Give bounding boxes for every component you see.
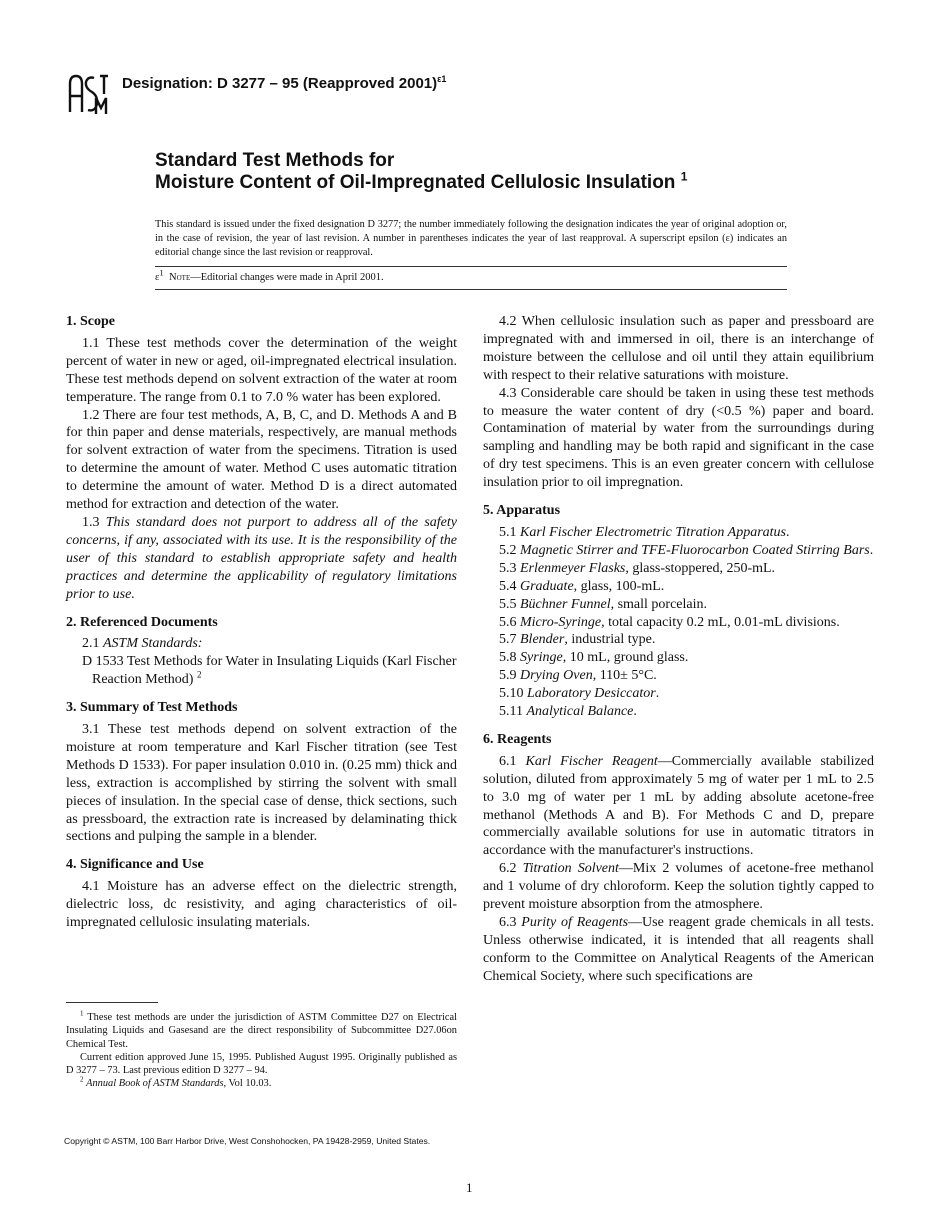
notice-divider-bottom [155, 289, 787, 290]
paragraph-3-1: 3.1 These test methods depend on solvent extraction of the moisture at room temperature and Karl Fischer titration (see Test Methods D 1533). For paper insulation 0.010 in. (0.25 mm) thick and less, extraction is accomplished by stirring the solvent with small pieces of insulation. In the special case of dense, thick sections, such as pressboard, the extraction rate is increased by delaminating thick sections and pulping the sample in a blender. [66, 722, 457, 845]
footnote-mark: 1 [80, 1009, 84, 1018]
standard-notice: This standard is issued under the fixed designation D 3277; the number immediately following the designation indicates the year of original adoption or, in the case of revision, the year of last revision. A number in parentheses indicates the year of last reapproval. A superscript epsilon (ε) indicates an editorial change since the last revision or reapproval. [155, 219, 787, 258]
epsilon-sup: 1 [159, 267, 164, 278]
apparatus-name: Analytical Balance [526, 704, 634, 720]
apparatus-detail: , industrial type. [564, 632, 656, 648]
para-num: 5.8 [499, 650, 520, 666]
apparatus-detail: . [633, 704, 637, 720]
designation [122, 75, 446, 92]
apparatus-detail: . [786, 524, 790, 540]
apparatus-detail: , 10 mL, ground glass. [562, 650, 689, 666]
section-heading: 1. Scope [66, 314, 115, 329]
apparatus-name: Blender [520, 632, 565, 648]
apparatus-item [483, 685, 874, 703]
apparatus-detail: . [655, 686, 660, 702]
notice-divider-top [155, 266, 787, 267]
apparatus-item [483, 524, 874, 542]
apparatus-name: Micro-Syringe [520, 614, 602, 630]
apparatus-detail: , glass, 100-mL. [573, 578, 665, 594]
footnote-2 [66, 1077, 457, 1090]
reagent-name: Titration Solvent [522, 861, 619, 877]
apparatus-detail: , total capacity 0.2 mL, 0.01-mL divisions. [601, 614, 840, 630]
apparatus-item [483, 667, 874, 685]
footnote-text: , Vol 10.03. [223, 1078, 272, 1090]
apparatus-name: Syringe [520, 650, 563, 666]
apparatus-list [483, 524, 874, 721]
apparatus-name: Büchner Funnel [520, 596, 611, 612]
apparatus-name: Laboratory Desiccator [527, 686, 656, 702]
footnotes [66, 1011, 457, 1091]
page-number: 1 [466, 1180, 473, 1195]
reference-item [66, 653, 457, 689]
paragraph-1-1: 1.1 These test methods cover the determination of the weight percent of water in new or aged, oil-impregnated electrical insulation. These test methods depend on solvent extraction of the water at room temperature. The range from 0.1 to 7.0 % water has been explored. [66, 335, 457, 405]
apparatus-item [483, 631, 874, 649]
apparatus-name: Drying Oven [520, 668, 593, 684]
apparatus-item [483, 703, 874, 721]
footnote-mark: 2 [80, 1076, 84, 1085]
title-line-2 [155, 169, 688, 194]
apparatus-item [483, 596, 874, 614]
paragraph-6-2 [483, 860, 874, 914]
apparatus-name: Graduate [520, 578, 574, 594]
apparatus-item [483, 649, 874, 667]
right-column [483, 313, 874, 986]
apparatus-item [483, 560, 874, 578]
footnote-1 [66, 1011, 457, 1051]
footnote-divider [66, 1002, 158, 1003]
title-footnote-ref: 1 [680, 169, 688, 184]
apparatus-detail: , glass-stoppered, 250-mL. [625, 560, 776, 576]
spacer [66, 604, 457, 614]
spacer [483, 721, 874, 731]
safety-statement: This standard does not purport to address all of the safety concerns, if any, associated with its use. It is the responsibility of the user of this standard to establish appropriate safety and health practices and determine the applicability of regulatory limitations prior to use. [66, 514, 457, 602]
paragraph-4-1: 4.1 Moisture has an adverse effect on the dielectric strength, dielectric loss, dc resistivity, and aging characteristics of oil-impregnated cellulosic insulating materials. [66, 879, 457, 931]
footnote-italic: Annual Book of ASTM Standards [86, 1078, 224, 1090]
para-num: 2.1 [82, 636, 103, 652]
left-column [66, 313, 457, 932]
section-heading: 4. Significance and Use [66, 857, 204, 873]
page-title [155, 150, 687, 194]
reference-sup: 2 [196, 669, 202, 680]
para-num: 5.9 [499, 668, 520, 684]
paragraph-4-3: 4.3 Considerable care should be taken in using these test methods to measure the water content of dry (<0.5 %) paper and board. Contamination of material by water from the surroundings during sampling and handling may be both rapid and significant in the case of dry test specimens. This is an even greater concern with cellulose insulation prior to oil impregnation. [483, 385, 874, 491]
apparatus-detail: , 110± 5°C. [592, 668, 657, 684]
para-num: 5.7 [499, 632, 520, 648]
reagent-name: Purity of Reagents [521, 915, 629, 930]
para-num: 5.5 [499, 596, 520, 612]
para-num: 5.6 [499, 614, 520, 630]
paragraph-1-3 [66, 514, 457, 604]
spacer [66, 689, 457, 699]
para-num: 5.1 [499, 524, 520, 540]
section-heading: 5. Apparatus [483, 503, 561, 519]
para-num: 5.10 [499, 686, 527, 702]
apparatus-item [483, 542, 874, 560]
para-num: 1.3 [82, 514, 106, 530]
footnote-1b: Current edition approved June 15, 1995. Published August 1995. Originally published as D 3277 – 73. Last previous edition D 3277 – 94. [66, 1051, 457, 1077]
apparatus-name: Magnetic Stirrer and TFE-Fluorocarbon Coated Stirring Bars [520, 542, 870, 558]
paragraph-2-1 [66, 635, 457, 653]
apparatus-name: Erlenmeyer Flasks [520, 560, 626, 576]
title-line-2-text: Moisture Content of Oil-Impregnated Cellulosic Insulation [155, 172, 676, 193]
epsilon-mark: ε [155, 272, 160, 283]
note-label: Note [169, 272, 191, 283]
spacer [483, 492, 874, 502]
reagent-name: Karl Fischer Reagent [525, 753, 658, 769]
designation-text: Designation: D 3277 – 95 (Reapproved 2001) [122, 75, 438, 92]
paragraph-6-1 [483, 753, 874, 860]
para-num: 5.3 [499, 560, 520, 576]
designation-sup: ε1 [437, 74, 447, 84]
para-num: 5.2 [499, 542, 520, 558]
para-italic: ASTM Standards: [103, 636, 203, 652]
title-line-1: Standard Test Methods for [155, 150, 395, 171]
section-heading: 2. Referenced Documents [66, 614, 218, 630]
apparatus-detail: , small porcelain. [610, 596, 708, 612]
para-num: 5.11 [499, 704, 527, 720]
para-text: —Use reagent grade chemicals in all tests. Unless otherwise indicated, it is intended that all reagents shall conform to the Committee on Analytical Reagents of the American Chemical Society, where such specifications are [483, 915, 875, 984]
apparatus-item [483, 578, 874, 596]
footnote-text: These test methods are under the jurisdiction of ASTM Committee D27 on Electrical Insulating Liquids and Gasesand are the direct responsibility of Subcommittee D27.06on Chemical Test. [66, 1012, 457, 1050]
note-text: —Editorial changes were made in April 2001. [190, 272, 384, 283]
paragraph-1-2: 1.2 There are four test methods, A, B, C, and D. Methods A and B for thin paper and dense materials, respectively, are manual methods for solvent extraction of water from the specimens. Titration is used to determine the amount of water. Method C uses automatic titration to determine the amount of water. Method D is a direct automated method for extraction and detection of the water. [66, 407, 457, 513]
paragraph-6-3 [483, 914, 874, 986]
copyright-notice: Copyright © ASTM, 100 Barr Harbor Drive, West Conshohocken, PA 19428-2959, United States. [64, 1136, 431, 1146]
section-heading: 6. Reagents [483, 731, 552, 747]
apparatus-item [483, 614, 874, 632]
spacer [66, 846, 457, 856]
editorial-note [155, 267, 384, 283]
apparatus-name: Karl Fischer Electrometric Titration Apparatus [520, 524, 786, 540]
astm-logo [64, 72, 108, 116]
para-num: 6.2 [499, 861, 523, 877]
section-heading: 3. Summary of Test Methods [66, 700, 238, 716]
reference-text: D 1533 Test Methods for Water in Insulating Liquids (Karl Fischer Reaction Method) [82, 654, 457, 688]
para-num: 5.4 [499, 578, 520, 594]
para-text: —Mix 2 volumes of acetone-free methanol and 1 volume of dry chloroform. Keep the solution tightly capped to prevent moisture absorption from the atmosphere. [483, 861, 875, 913]
para-text: —Commercially available stabilized solution, diluted from approximately 5 mg of water per 1 mL to 2.5 to 3.0 mg of water per 1 mL by adding absolute acetone-free methanol (Methods A and B). For Methods C and D, prepare commercially available solutions for use in automatic titrators in accordance with the manufacturer's instructions. [483, 753, 874, 859]
para-num: 6.3 [499, 915, 522, 930]
para-num: 6.1 [499, 753, 526, 769]
apparatus-detail: . [869, 542, 874, 558]
paragraph-4-2: 4.2 When cellulosic insulation such as paper and pressboard are impregnated with and immersed in oil, there is an interchange of moisture between the cellulose and oil until they attain equilibrium with respect to their relative saturations with moisture. [483, 314, 874, 383]
